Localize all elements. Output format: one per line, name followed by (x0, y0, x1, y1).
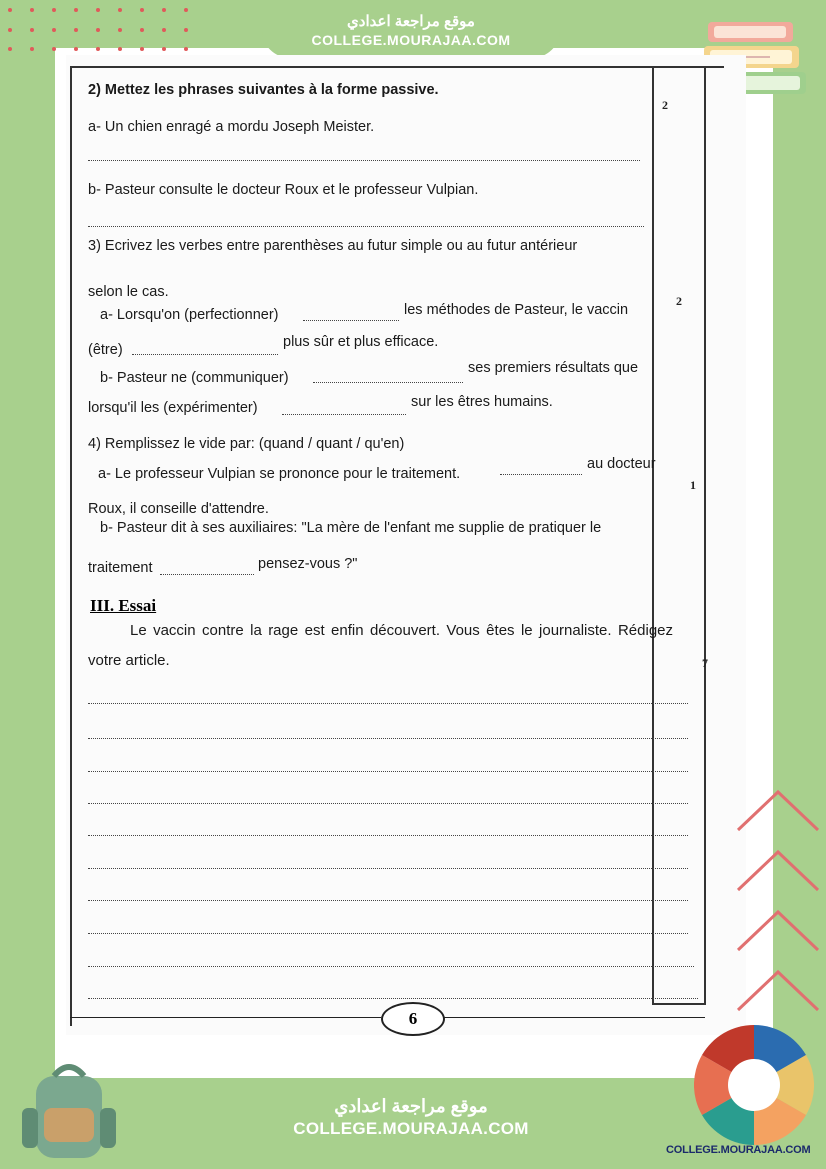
answer-line[interactable] (88, 226, 644, 227)
blank-field[interactable] (500, 474, 582, 475)
essay-line[interactable] (88, 803, 688, 804)
question-3a-line2-end: plus sûr et plus efficace. (283, 334, 439, 350)
essay-title: III. Essai (90, 596, 157, 615)
question-3-title-line1: 3) Ecrivez les verbes entre parenthèses au futur simple ou au futur antérieur (88, 238, 578, 254)
header-banner (262, 6, 560, 58)
mark-q2: 2 (662, 98, 668, 112)
site-arabic-title: موقع مراجعة اعدادي (347, 13, 475, 30)
question-2a: a- Un chien enragé a mordu Joseph Meister. (88, 119, 375, 135)
question-3b-line2-end: sur les êtres humains. (411, 394, 553, 410)
question-4-title: 4) Remplissez le vide par: (quand / quant / qu'en) (88, 436, 405, 452)
essay-line[interactable] (88, 900, 688, 901)
subjects-wheel-icon (694, 1025, 814, 1145)
backpack-icon (14, 1058, 124, 1163)
mark-q3: 2 (676, 294, 682, 308)
essay-line[interactable] (88, 868, 688, 869)
question-3b-line2-start: lorsqu'il les (expérimenter) (88, 400, 258, 416)
essay-line[interactable] (88, 998, 698, 999)
page-number-rule (443, 1017, 705, 1018)
page-number-rule (70, 1017, 381, 1018)
question-4a-start: a- Le professeur Vulpian se prononce pour le traitement. (98, 466, 461, 482)
blank-field[interactable] (313, 382, 463, 383)
marks-column (652, 66, 706, 1005)
footer-url-link[interactable]: COLLEGE.MOURAJAA.COM (293, 1119, 529, 1138)
sheet-border (70, 66, 724, 1026)
mark-q4: 1 (690, 478, 696, 492)
question-3-title-line2: selon le cas. (88, 284, 169, 300)
question-2b: b- Pasteur consulte le docteur Roux et le professeur Vulpian. (88, 182, 479, 198)
answer-line[interactable] (88, 160, 640, 161)
decorative-dots (0, 0, 210, 60)
essay-prompt-text: Le vaccin contre la rage est enfin découvert. Vous êtes le journaliste. Rédigez votre article. (88, 622, 673, 669)
blank-field[interactable] (303, 320, 399, 321)
page-number: 6 (381, 1002, 445, 1036)
question-3a-start: a- Lorsqu'on (perfectionner) (100, 307, 279, 323)
question-4a-line2: Roux, il conseille d'attendre. (88, 501, 269, 517)
blank-field[interactable] (132, 354, 278, 355)
blank-field[interactable] (160, 574, 254, 575)
logo-label: COLLEGE.MOURAJAA.COM (666, 1144, 811, 1156)
site-url-link[interactable]: COLLEGE.MOURAJAA.COM (311, 32, 511, 48)
question-3a-line2-start: (être) (88, 342, 123, 358)
essay-line[interactable] (88, 703, 688, 704)
question-3b-end: ses premiers résultats que (468, 360, 639, 376)
mark-essay: 7 (702, 656, 708, 670)
question-2-title: 2) Mettez les phrases suivantes à la forme passive. (88, 82, 439, 98)
question-3b-start: b- Pasteur ne (communiquer) (100, 370, 289, 386)
question-4a-end: au docteur (587, 456, 656, 472)
footer-arabic-title: موقع مراجعة اعدادي (334, 1096, 488, 1116)
essay-prompt (88, 616, 673, 676)
blank-field[interactable] (282, 414, 406, 415)
essay-line[interactable] (88, 771, 688, 772)
chevron-decoration-icon (728, 780, 820, 1030)
essay-line[interactable] (88, 835, 688, 836)
footer-banner (262, 1080, 560, 1150)
question-4b-line2-start: traitement (88, 560, 153, 576)
question-4b-line2-end: pensez-vous ?" (258, 556, 358, 572)
question-4b-line1: b- Pasteur dit à ses auxiliaires: "La mère de l'enfant me supplie de pratiquer le (100, 520, 602, 536)
essay-line[interactable] (88, 966, 694, 967)
essay-line[interactable] (88, 933, 688, 934)
essay-line[interactable] (88, 738, 688, 739)
question-3a-end: les méthodes de Pasteur, le vaccin (404, 302, 629, 318)
